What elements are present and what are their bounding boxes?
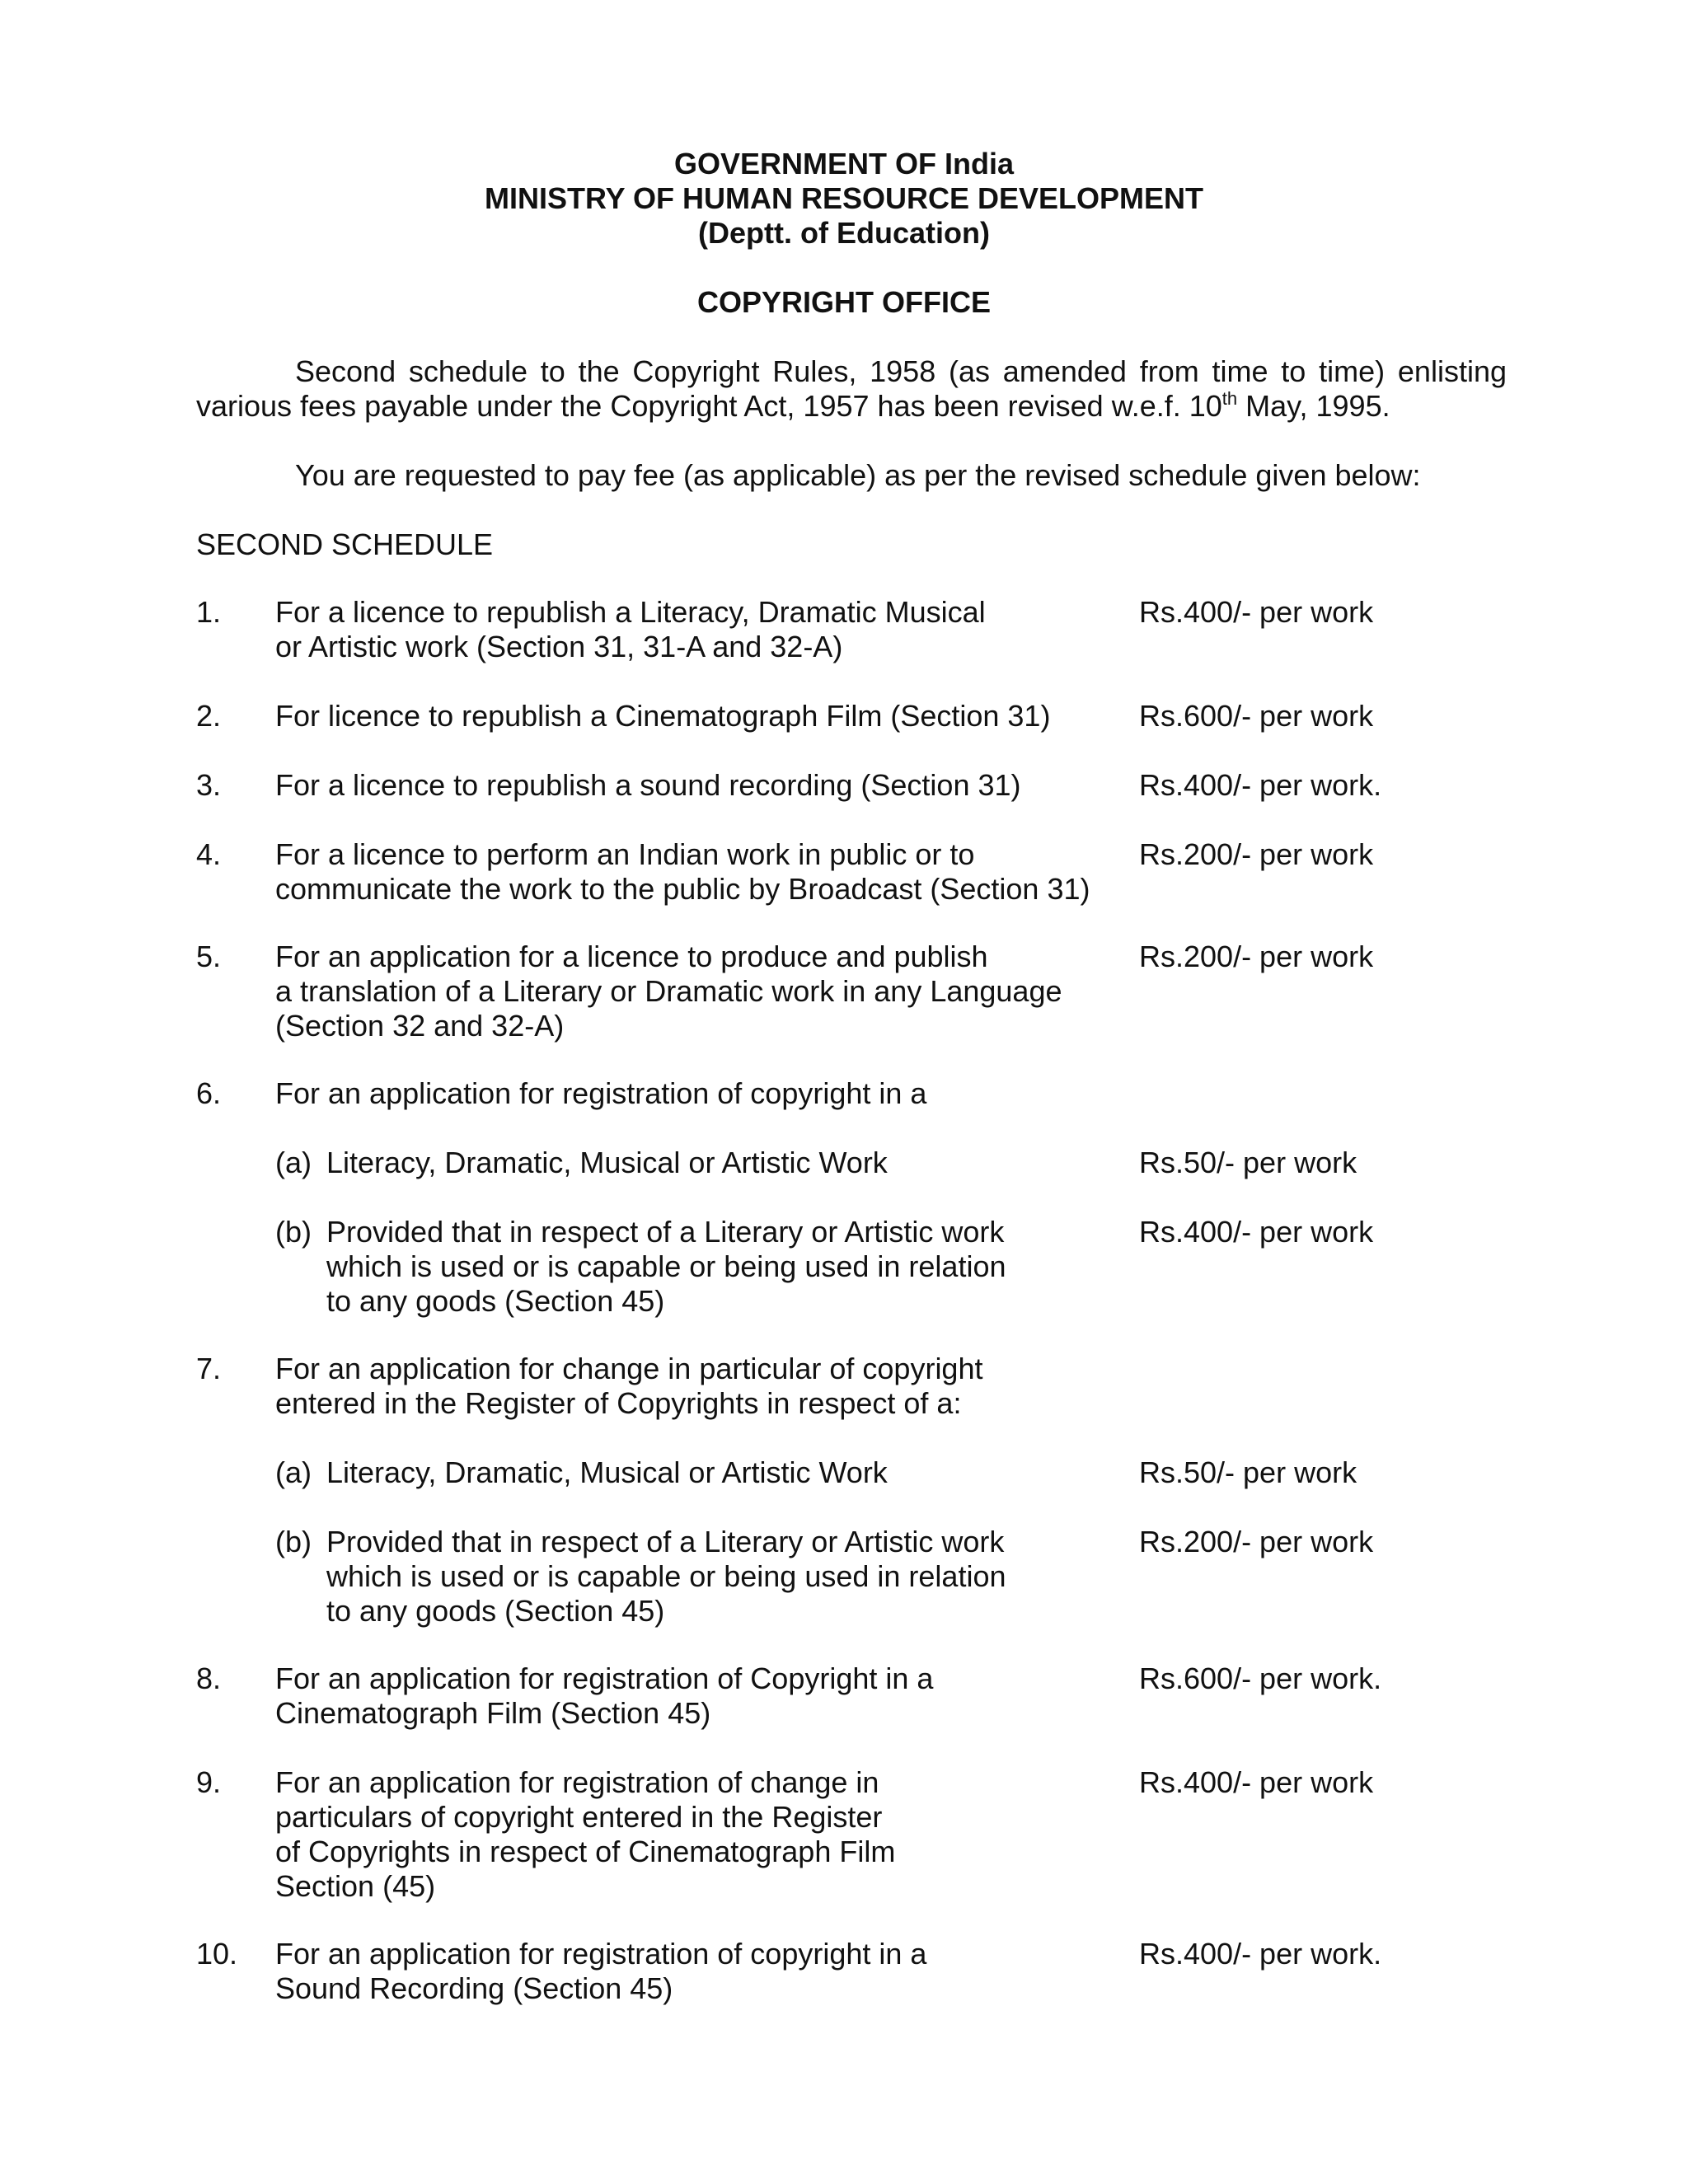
item-fee: Rs.400/- per work xyxy=(1139,595,1374,629)
item-line: (Section 32 and 32-A) xyxy=(275,1009,565,1043)
subitem-line: Provided that in respect of a Literary or Artistic work xyxy=(326,1215,1005,1249)
subitem-description xyxy=(326,1215,1118,1319)
item-fee: Rs.400/- per work. xyxy=(1139,1937,1382,1971)
item-number: 4. xyxy=(196,837,222,871)
subitem-line: to any goods (Section 45) xyxy=(326,1594,665,1628)
item-line: Sound Recording (Section 45) xyxy=(275,1971,673,2005)
item-description xyxy=(275,940,1116,1043)
subitem-fee: Rs.50/- per work xyxy=(1139,1146,1357,1179)
subitem-line: which is used or is capable or being used in relation xyxy=(326,1249,1006,1283)
item-fee: Rs.400/- per work xyxy=(1139,1765,1374,1799)
header-government: GOVERNMENT OF India xyxy=(673,147,1014,180)
item-description xyxy=(275,1076,1116,1111)
item-line: entered in the Register of Copyrights in respect of a: xyxy=(275,1386,962,1420)
intro-line-2: various fees payable under the Copyright Act, 1957 has been revised w.e.f. 10 xyxy=(196,389,1222,423)
item-description xyxy=(275,1661,1116,1731)
subitem-fee: Rs.200/- per work xyxy=(1139,1525,1374,1558)
subitem-line: Literacy, Dramatic, Musical or Artistic Work xyxy=(326,1146,888,1179)
item-line: Section (45) xyxy=(275,1869,436,1903)
item-fee: Rs.600/- per work. xyxy=(1139,1661,1382,1695)
header-ministry: MINISTRY OF HUMAN RESOURCE DEVELOPMENT xyxy=(484,181,1204,215)
item-fee: Rs.400/- per work. xyxy=(1139,768,1382,802)
intro-line-1: Second schedule to the Copyright Rules, 1958 (as amended from time to time) enlisting xyxy=(295,354,1507,388)
item-fee: Rs.600/- per work xyxy=(1139,699,1374,733)
subitem-line: Provided that in respect of a Literary or Artistic work xyxy=(326,1525,1005,1558)
item-number: 1. xyxy=(196,595,222,629)
item-fee: Rs.200/- per work xyxy=(1139,940,1374,973)
intro-superscript: th xyxy=(1221,388,1238,409)
item-line: For an application for a licence to produce and publish xyxy=(275,940,988,973)
schedule-title: SECOND SCHEDULE xyxy=(196,527,494,561)
document-header xyxy=(0,147,1688,251)
subitem-letter: (b) xyxy=(275,1525,312,1558)
subitem-letter: (a) xyxy=(275,1455,312,1489)
office-title: COPYRIGHT OFFICE xyxy=(696,285,991,319)
item-description xyxy=(275,1765,1116,1904)
item-line: particulars of copyright entered in the Register xyxy=(275,1800,883,1834)
item-description xyxy=(275,595,1116,664)
subitem-description xyxy=(326,1146,1118,1180)
item-number: 6. xyxy=(196,1076,222,1110)
item-line: For an application for registration of Copyright in a xyxy=(275,1661,934,1695)
request-paragraph: You are requested to pay fee (as applicable) as per the revised schedule given below: xyxy=(295,458,1421,492)
subitem-description xyxy=(326,1455,1118,1490)
item-line: Cinematograph Film (Section 45) xyxy=(275,1696,711,1730)
item-line: or Artistic work (Section 31, 31-A and 32-A) xyxy=(275,630,843,663)
item-number: 7. xyxy=(196,1352,222,1385)
item-number: 9. xyxy=(196,1765,222,1799)
item-line: For an application for change in particular of copyright xyxy=(275,1352,983,1385)
item-description xyxy=(275,768,1116,803)
subitem-fee: Rs.50/- per work xyxy=(1139,1455,1357,1489)
item-number: 2. xyxy=(196,699,222,733)
item-line: For an application for registration of copyright in a xyxy=(275,1076,927,1110)
item-line: communicate the work to the public by Broadcast (Section 31) xyxy=(275,872,1090,906)
item-description xyxy=(275,1937,1116,2006)
item-number: 5. xyxy=(196,940,222,973)
intro-line-2-end: May, 1995. xyxy=(1237,389,1390,423)
header-department: (Deptt. of Education) xyxy=(698,216,990,250)
subitem-line: Literacy, Dramatic, Musical or Artistic Work xyxy=(326,1455,888,1489)
item-line: a translation of a Literary or Dramatic work in any Language xyxy=(275,974,1062,1008)
item-line: For an application for registration of change in xyxy=(275,1765,879,1799)
intro-paragraph xyxy=(196,354,1507,424)
item-fee: Rs.200/- per work xyxy=(1139,837,1374,871)
item-description xyxy=(275,1352,1116,1421)
item-line: For a licence to republish a Literacy, Dramatic Musical xyxy=(275,595,986,629)
item-line: For licence to republish a Cinematograph Film (Section 31) xyxy=(275,699,1051,733)
subitem-letter: (a) xyxy=(275,1146,312,1179)
subitem-fee: Rs.400/- per work xyxy=(1139,1215,1374,1249)
item-number: 8. xyxy=(196,1661,222,1695)
subitem-letter: (b) xyxy=(275,1215,312,1249)
subitem-description xyxy=(326,1525,1118,1629)
item-description xyxy=(275,837,1116,907)
subitem-line: which is used or is capable or being used in relation xyxy=(326,1559,1006,1593)
item-line: For a licence to republish a sound recording (Section 31) xyxy=(275,768,1021,802)
item-description xyxy=(275,699,1116,733)
item-line: For an application for registration of copyright in a xyxy=(275,1937,927,1971)
item-number: 3. xyxy=(196,768,222,802)
subitem-line: to any goods (Section 45) xyxy=(326,1284,665,1318)
item-line: of Copyrights in respect of Cinematograph Film xyxy=(275,1835,896,1868)
item-number: 10. xyxy=(196,1937,238,1971)
item-line: For a licence to perform an Indian work in public or to xyxy=(275,837,975,871)
